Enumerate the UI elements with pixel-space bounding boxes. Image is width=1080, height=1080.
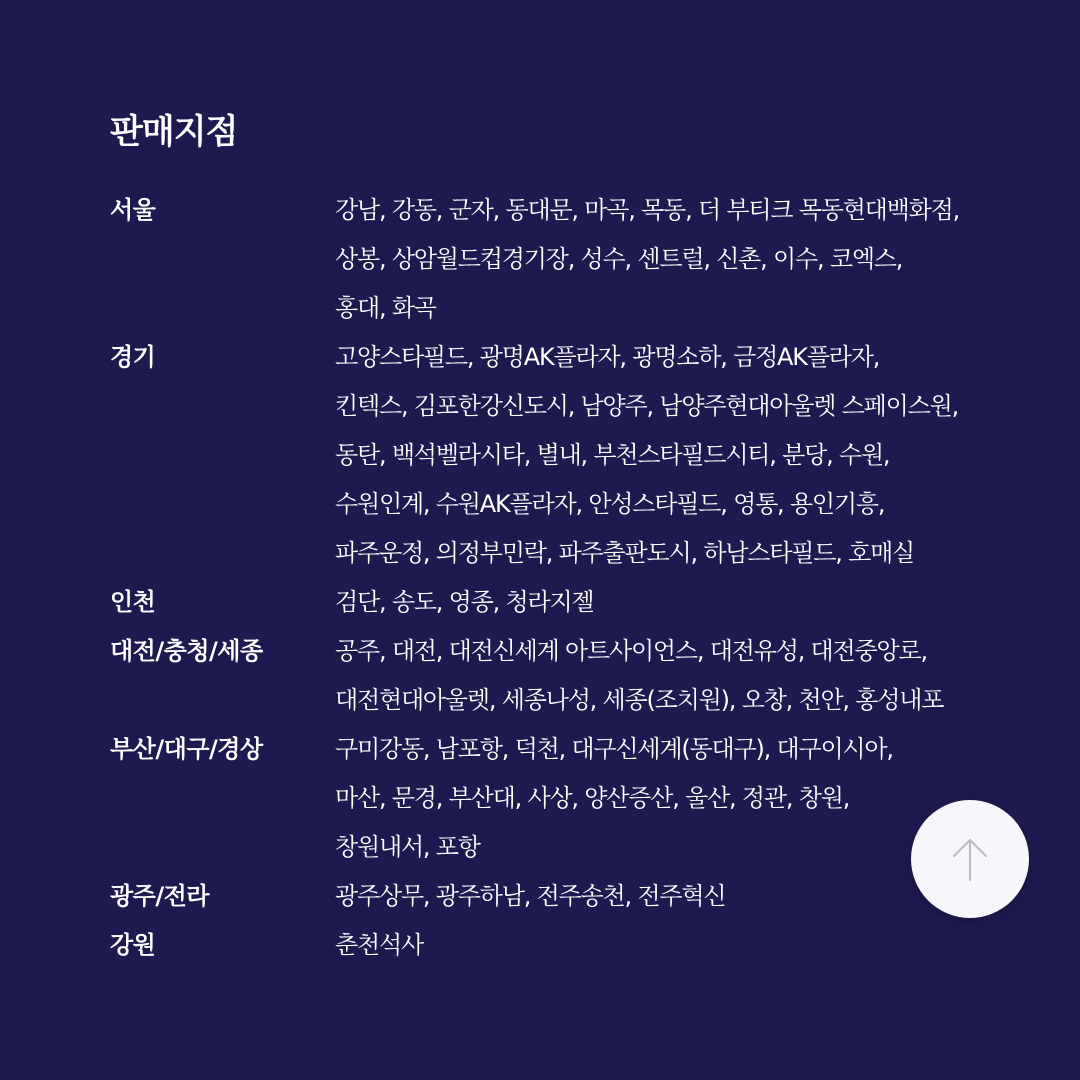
region-gwangju-jeolla <box>110 872 1050 921</box>
region-incheon <box>110 578 1050 627</box>
store-list-line: 수원인계, 수원AK플라자, 안성스타필드, 영통, 용인기흥, <box>335 490 885 518</box>
store-region-list <box>110 186 1050 970</box>
store-list-line: 홍대, 화곡 <box>335 294 436 322</box>
store-list-line: 창원내서, 포항 <box>335 833 480 861</box>
store-list-line: 대전현대아울렛, 세종나성, 세종(조치원), 오창, 천안, 홍성내포 <box>335 686 944 714</box>
store-list-line: 춘천석사 <box>335 931 423 959</box>
store-list-line: 파주운정, 의정부민락, 파주출판도시, 하남스타필드, 호매실 <box>335 539 915 567</box>
region-gangwon <box>110 921 1050 970</box>
store-list <box>335 186 1050 333</box>
store-list-line: 광주상무, 광주하남, 전주송천, 전주혁신 <box>335 882 726 910</box>
region-gyeonggi <box>110 333 1050 578</box>
region-name: 대전/충청/세종 <box>110 637 263 665</box>
region-name: 서울 <box>110 196 156 224</box>
scroll-to-top-button[interactable] <box>911 800 1029 918</box>
store-list <box>335 921 1050 970</box>
region-daejeon-chungcheong-sejong <box>110 627 1050 725</box>
store-list-line: 고양스타필드, 광명AK플라자, 광명소하, 금정AK플라자, <box>335 343 880 371</box>
arrow-up-icon <box>948 834 992 884</box>
store-list <box>335 333 1050 578</box>
page-title: 판매지점 <box>110 112 238 152</box>
region-busan-daegu-gyeongsang <box>110 725 1050 872</box>
store-list-line: 구미강동, 남포항, 덕천, 대구신세계(동대구), 대구이시아, <box>335 735 893 763</box>
store-list-line: 마산, 문경, 부산대, 사상, 양산증산, 울산, 정관, 창원, <box>335 784 850 812</box>
store-list-line: 동탄, 백석벨라시타, 별내, 부천스타필드시티, 분당, 수원, <box>335 441 890 469</box>
store-list-line: 공주, 대전, 대전신세계 아트사이언스, 대전유성, 대전중앙로, <box>335 637 927 665</box>
region-name: 광주/전라 <box>110 882 210 910</box>
region-name: 인천 <box>110 588 156 616</box>
store-list-line: 검단, 송도, 영종, 청라지젤 <box>335 588 594 616</box>
store-list-line: 킨텍스, 김포한강신도시, 남양주, 남양주현대아울렛 스페이스원, <box>335 392 959 420</box>
store-list-line: 상봉, 상암월드컵경기장, 성수, 센트럴, 신촌, 이수, 코엑스, <box>335 245 903 273</box>
store-list-line: 강남, 강동, 군자, 동대문, 마곡, 목동, 더 부티크 목동현대백화점, <box>335 196 960 224</box>
region-name: 부산/대구/경상 <box>110 735 263 763</box>
store-list <box>335 627 1050 725</box>
store-list <box>335 578 1050 627</box>
region-name: 경기 <box>110 343 156 371</box>
region-seoul <box>110 186 1050 333</box>
region-name: 강원 <box>110 931 156 959</box>
